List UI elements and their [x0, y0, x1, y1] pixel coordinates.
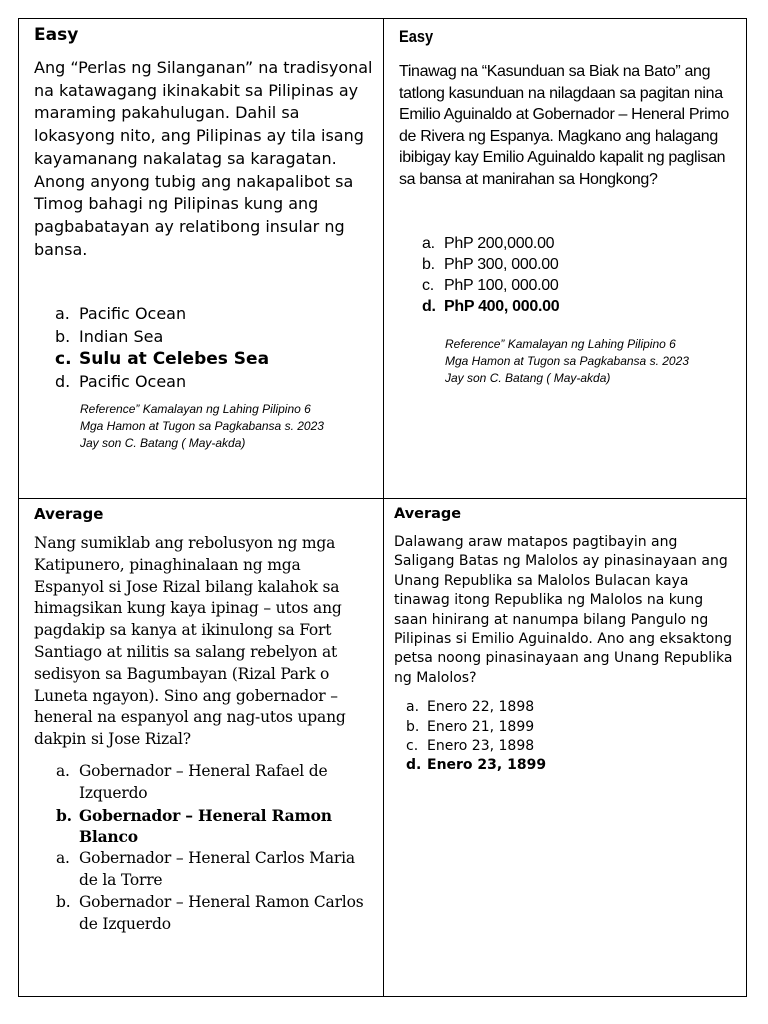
choice-item: c. PhP 100, 000.00 — [422, 277, 559, 294]
choice-item: a. Gobernador – Heneral Carlos Maria de la Torre — [56, 849, 355, 889]
question-cell-4 — [384, 499, 746, 996]
reference-note: Reference” Kamalayan ng Lahing Pilipino 6 Mga Hamon at Tugon sa Pagkabansa s. 2023 Jay son C. Batang ( May-akda) — [80, 402, 324, 451]
choice-item: b. Gobernador – Heneral Ramon Carlos de Izquerdo — [56, 892, 364, 933]
choice-list — [34, 761, 375, 935]
difficulty-label: Easy — [399, 27, 434, 46]
question-text: Tinawag na “Kasunduan sa Biak na Bato” ang tatlong kasunduan na nilagdaan sa pagitan nina Emilio Aguinaldo at Gobernador – Heneral Primo de Rivera ng Espanya. Magkano ang halagang ibibigay kay Emilio Aguinaldo kapalit ng paglisan sa bansa at manirahan sa Hongkong? — [399, 63, 729, 188]
quiz-table — [18, 18, 747, 997]
choice-item-correct: d. PhP 400, 000.00 — [422, 298, 560, 315]
difficulty-label: Average — [34, 505, 104, 523]
difficulty-label: Average — [394, 506, 462, 522]
choice-item-correct: d. Enero 23, 1899 — [406, 757, 547, 774]
choice-item: b. PhP 300, 000.00 — [422, 256, 559, 273]
question-text: Ang “Perlas ng Silanganan” na tradisyonal na katawagang ikinakabit sa Pilipinas ay maraming pakahulugan. Dahil sa lokasyong nito, ang Pilipinas ay tila isang kayamanang nakalatag sa karagatan. Anong anyong tubig ang nakapalibot sa Timog bahagi ng Pilipinas kung ang pagbabatayan ay relatibong insular ng bansa. — [34, 58, 373, 259]
question-text: Nang sumiklab ang rebolusyon ng mga Katipunero, pinaghinalaan ng mga Espanyol si Jose Rizal bilang kalahok sa himagsikan kung kaya ipinag – utos ang pagdakip sa kanya at ikinulong sa Fort Santiago at nilitis sa salang rebelyon at sedisyon sa Bagumbayan (Rizal Park o Luneta ngayon). Sino ang gobernador – heneral na espanyol ang nag-utos upang dakpin si Jose Rizal? — [34, 534, 346, 749]
question-text: Dalawang araw matapos pagtibayin ang Saligang Batas ng Malolos ay pinasinayaan ang Unang Republika sa Malolos Bulacan kaya tinawag itong Republika ng Malolos na kung saan hinirang at nanumpa bilang Pangulo ng Pilipinas si Emilio Aguinaldo. Ano ang eksaktong petsa noong pinasinayaan ang Unang Republika ng Malolos? — [394, 534, 733, 686]
choice-item: a. Gobernador – Heneral Rafael de Izquerdo — [56, 761, 328, 802]
question-cell-1 — [19, 19, 383, 498]
question-cell-2 — [384, 19, 746, 498]
choice-list — [399, 233, 738, 317]
choice-item: b. Indian Sea — [55, 326, 164, 346]
choice-item-correct: b. Gobernador – Heneral Ramon Blanco — [56, 805, 332, 847]
reference-note: Reference” Kamalayan ng Lahing Pilipino 6 Mga Hamon at Tugon sa Pagkabansa s. 2023 Jay son C. Batang ( May-akda) — [445, 337, 689, 385]
choice-item: c. Enero 23, 1898 — [406, 738, 535, 755]
choice-item: b. Enero 21, 1899 — [406, 718, 535, 735]
difficulty-label: Easy — [34, 25, 79, 45]
choice-item: d. Pacific Ocean — [55, 371, 187, 391]
choice-item: a. Pacific Ocean — [55, 304, 187, 324]
choice-list — [34, 303, 375, 393]
choice-item: a. PhP 200,000.00 — [422, 235, 555, 252]
choice-list — [394, 698, 738, 776]
choice-item: a. Enero 22, 1898 — [406, 699, 535, 716]
choice-item-correct: c. Sulu at Celebes Sea — [55, 349, 270, 370]
question-cell-3 — [19, 499, 383, 996]
